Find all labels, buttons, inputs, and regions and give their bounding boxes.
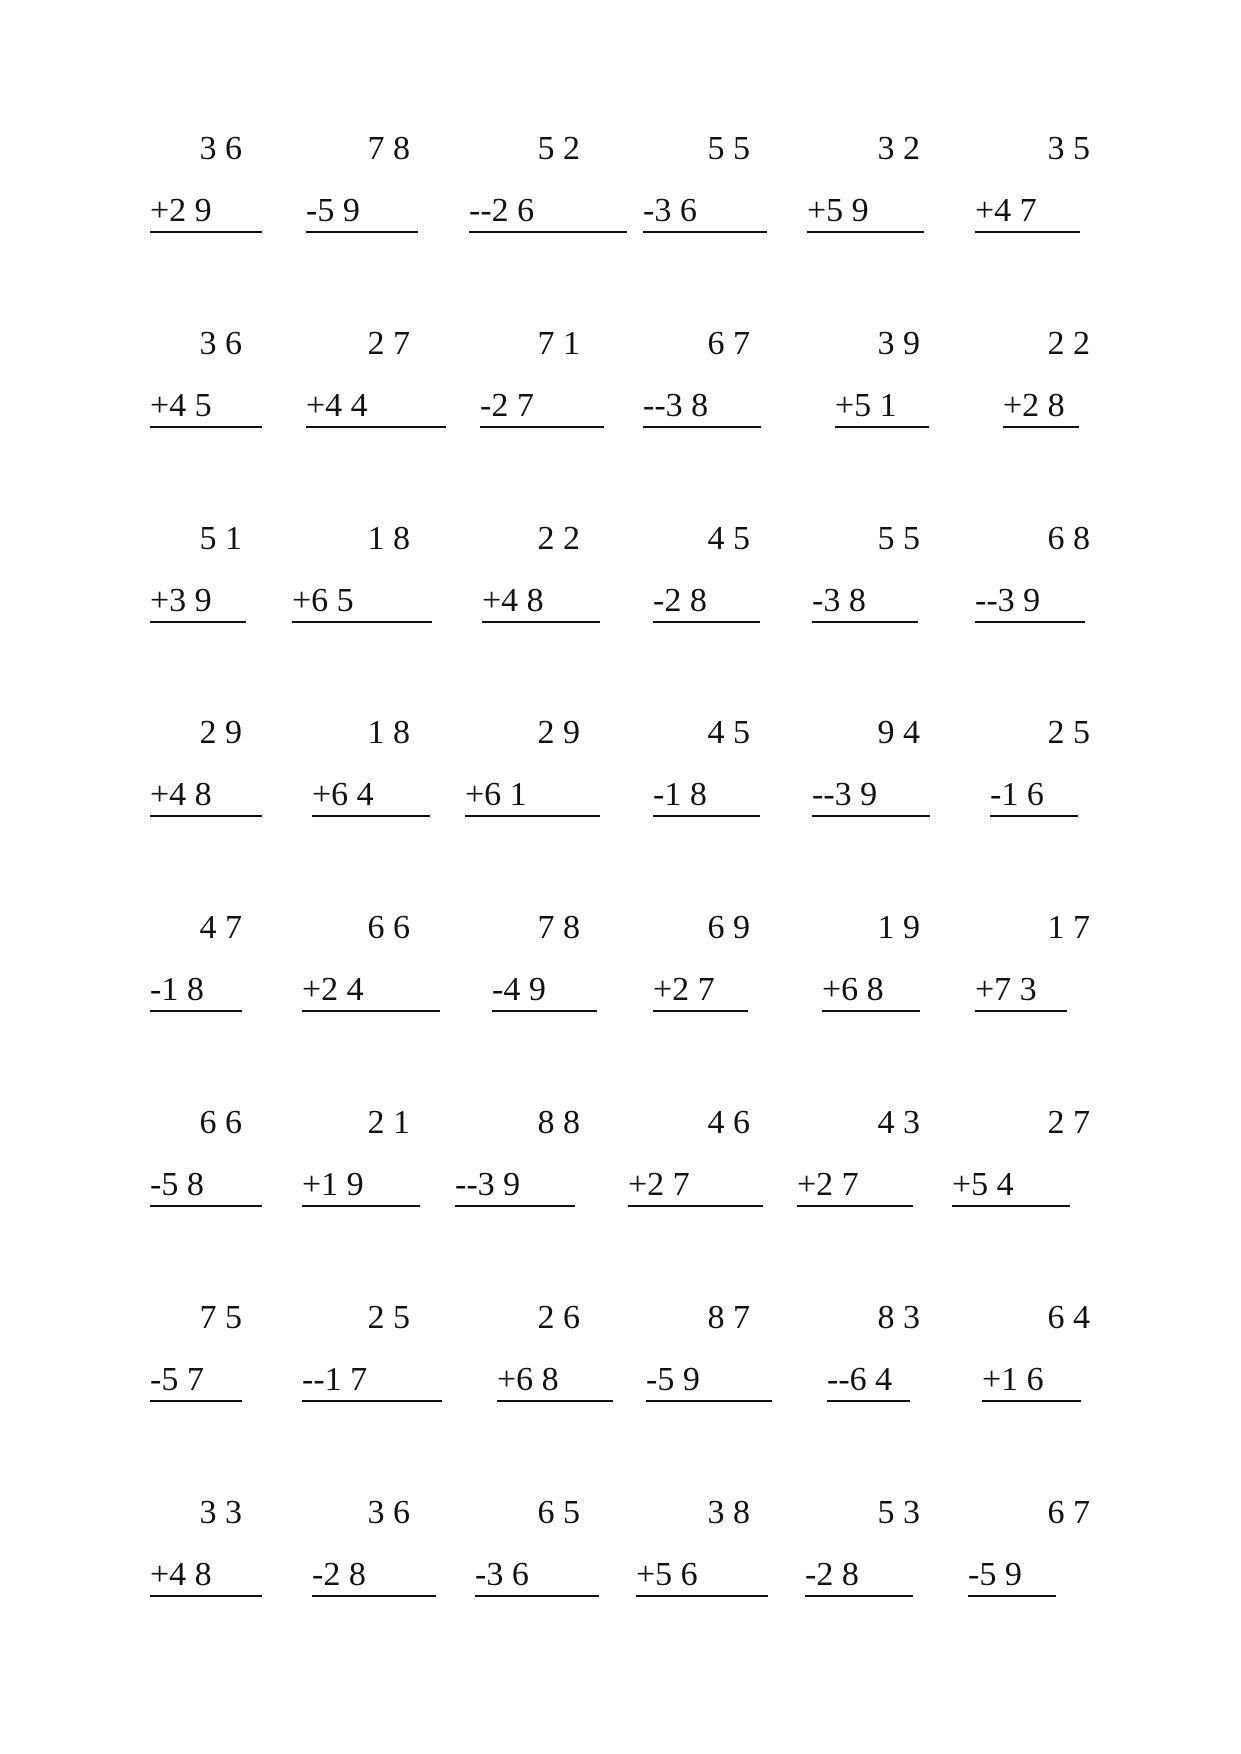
bottom-operand: +4 8 <box>150 778 262 817</box>
top-operand: 6 6 <box>199 1104 242 1141</box>
bottom-operand: +6 5 <box>292 584 432 623</box>
bottom-operand: --3 8 <box>643 389 761 428</box>
bottom-operand: +2 9 <box>150 194 262 233</box>
top-operand: 6 8 <box>1047 520 1090 557</box>
bottom-operand: +5 6 <box>636 1558 768 1597</box>
bottom-operand: +5 1 <box>835 389 929 428</box>
top-operand: 3 6 <box>199 325 242 362</box>
top-operand: 2 2 <box>537 520 580 557</box>
bottom-operand: +1 6 <box>982 1363 1081 1402</box>
bottom-operand: --3 9 <box>812 778 930 817</box>
top-operand: 1 8 <box>367 520 410 557</box>
top-operand: 5 3 <box>877 1494 920 1531</box>
top-operand: 1 9 <box>877 909 920 946</box>
bottom-operand: -3 8 <box>812 584 918 623</box>
bottom-operand: +2 7 <box>797 1168 913 1207</box>
bottom-operand: -5 7 <box>150 1363 242 1402</box>
top-operand: 8 8 <box>537 1104 580 1141</box>
bottom-operand: --3 9 <box>455 1168 575 1207</box>
bottom-operand: +4 4 <box>306 389 446 428</box>
top-operand: 7 8 <box>367 130 410 167</box>
bottom-operand: +2 8 <box>1003 389 1079 428</box>
bottom-operand: +7 3 <box>975 973 1067 1012</box>
top-operand: 7 8 <box>537 909 580 946</box>
bottom-operand: +6 1 <box>465 778 600 817</box>
top-operand: 5 1 <box>199 520 242 557</box>
bottom-operand: -4 9 <box>492 973 597 1012</box>
top-operand: 5 5 <box>707 130 750 167</box>
top-operand: 3 9 <box>877 325 920 362</box>
bottom-operand: -2 8 <box>312 1558 436 1597</box>
top-operand: 3 3 <box>199 1494 242 1531</box>
bottom-operand: +4 8 <box>150 1558 262 1597</box>
top-operand: 1 8 <box>367 714 410 751</box>
top-operand: 3 2 <box>877 130 920 167</box>
bottom-operand: -1 8 <box>653 778 760 817</box>
bottom-operand: +4 7 <box>975 194 1080 233</box>
top-operand: 7 5 <box>199 1299 242 1336</box>
top-operand: 4 3 <box>877 1104 920 1141</box>
top-operand: 4 7 <box>199 909 242 946</box>
bottom-operand: +5 4 <box>952 1168 1070 1207</box>
bottom-operand: -1 8 <box>150 973 242 1012</box>
top-operand: 8 3 <box>877 1299 920 1336</box>
top-operand: 2 7 <box>367 325 410 362</box>
top-operand: 1 7 <box>1047 909 1090 946</box>
bottom-operand: +4 8 <box>482 584 600 623</box>
top-operand: 2 7 <box>1047 1104 1090 1141</box>
top-operand: 3 6 <box>199 130 242 167</box>
top-operand: 6 9 <box>707 909 750 946</box>
top-operand: 9 4 <box>877 714 920 751</box>
top-operand: 6 6 <box>367 909 410 946</box>
top-operand: 7 1 <box>537 325 580 362</box>
top-operand: 8 7 <box>707 1299 750 1336</box>
top-operand: 2 6 <box>537 1299 580 1336</box>
top-operand: 6 7 <box>707 325 750 362</box>
bottom-operand: --2 6 <box>469 194 627 233</box>
top-operand: 3 8 <box>707 1494 750 1531</box>
bottom-operand: -5 9 <box>968 1558 1056 1597</box>
top-operand: 3 6 <box>367 1494 410 1531</box>
top-operand: 2 5 <box>367 1299 410 1336</box>
bottom-operand: -1 6 <box>990 778 1078 817</box>
bottom-operand: -2 8 <box>653 584 760 623</box>
top-operand: 4 5 <box>707 520 750 557</box>
top-operand: 6 7 <box>1047 1494 1090 1531</box>
top-operand: 6 4 <box>1047 1299 1090 1336</box>
top-operand: 2 1 <box>367 1104 410 1141</box>
bottom-operand: -2 7 <box>480 389 604 428</box>
bottom-operand: +4 5 <box>150 389 262 428</box>
top-operand: 3 5 <box>1047 130 1090 167</box>
bottom-operand: +2 7 <box>653 973 748 1012</box>
top-operand: 2 5 <box>1047 714 1090 751</box>
top-operand: 2 9 <box>199 714 242 751</box>
top-operand: 5 5 <box>877 520 920 557</box>
bottom-operand: --3 9 <box>975 584 1085 623</box>
bottom-operand: -5 9 <box>646 1363 772 1402</box>
bottom-operand: +6 8 <box>822 973 920 1012</box>
top-operand: 4 6 <box>707 1104 750 1141</box>
bottom-operand: -3 6 <box>475 1558 599 1597</box>
bottom-operand: +6 4 <box>312 778 430 817</box>
bottom-operand: +6 8 <box>497 1363 613 1402</box>
top-operand: 2 9 <box>537 714 580 751</box>
bottom-operand: --6 4 <box>827 1363 910 1402</box>
bottom-operand: -5 8 <box>150 1168 262 1207</box>
bottom-operand: +2 4 <box>302 973 440 1012</box>
bottom-operand: +5 9 <box>807 194 924 233</box>
bottom-operand: +3 9 <box>150 584 246 623</box>
bottom-operand: -2 8 <box>805 1558 913 1597</box>
top-operand: 6 5 <box>537 1494 580 1531</box>
bottom-operand: --1 7 <box>302 1363 442 1402</box>
bottom-operand: -5 9 <box>306 194 418 233</box>
top-operand: 4 5 <box>707 714 750 751</box>
bottom-operand: -3 6 <box>643 194 767 233</box>
bottom-operand: +2 7 <box>628 1168 763 1207</box>
top-operand: 2 2 <box>1047 325 1090 362</box>
bottom-operand: +1 9 <box>302 1168 420 1207</box>
top-operand: 5 2 <box>537 130 580 167</box>
